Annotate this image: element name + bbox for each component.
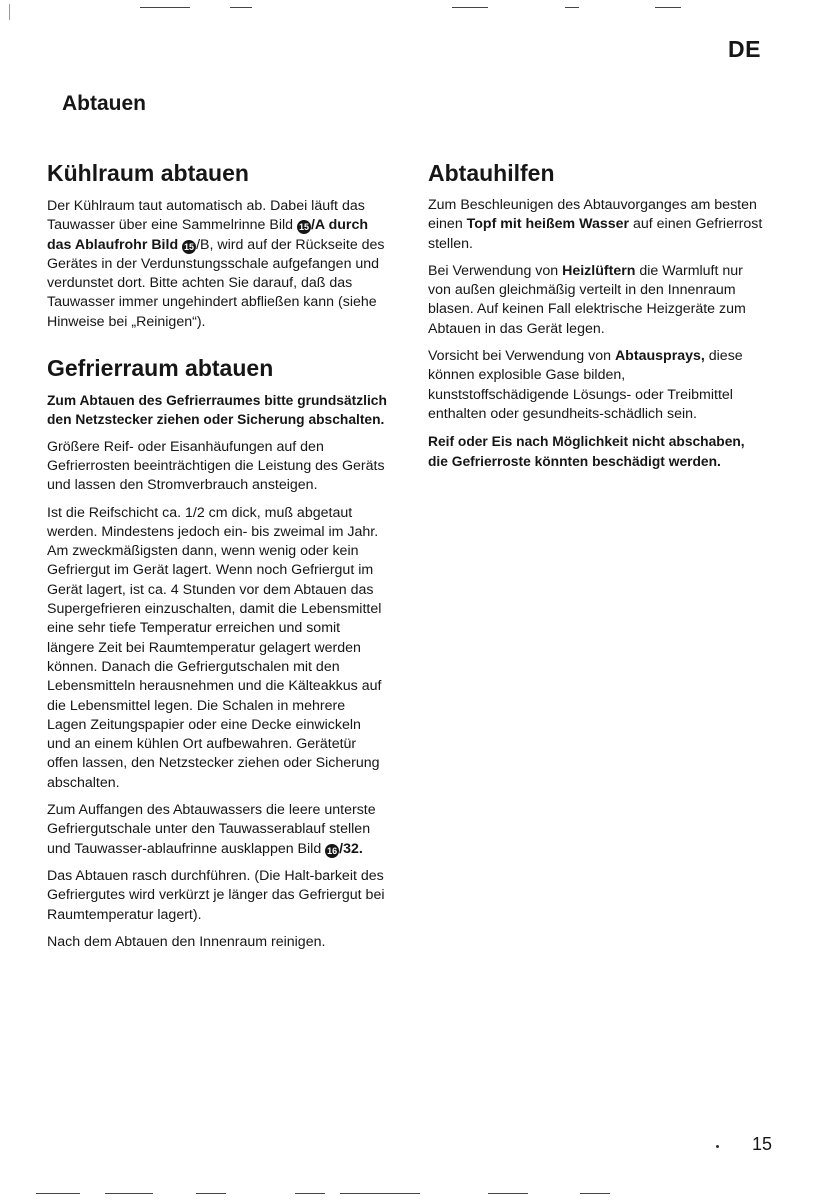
figure-number-badge: 16 (327, 845, 338, 856)
text-segment: /B, wird auf der Rückseite des Gerätes in der Verdunstungsschale aufgefangen und verdunstet dort. Bitte achten Sie darauf, daß das Tauwasser immer ungehindert abfließen kann (siehe Hinweise bei „Reinigen“). (47, 236, 385, 330)
figure-number-badge: 15 (184, 241, 195, 252)
scan-artifact-top-2 (230, 7, 252, 8)
scan-artifact-left-edge (9, 4, 10, 20)
scan-dot (716, 1145, 719, 1148)
text-segment: Vorsicht bei Verwendung von (428, 348, 615, 365)
heading-gefrierraum-abtauen: Gefrierraum abtauen (47, 355, 274, 382)
right-column (428, 158, 766, 471)
paragraph-topf (428, 196, 766, 254)
scan-artifact-bottom-5 (340, 1193, 420, 1194)
paragraph-heizluefter (428, 262, 766, 339)
scan-artifact-bottom-1 (36, 1193, 80, 1194)
text-segment: auf einen Gefrierrost stellen. (428, 216, 763, 252)
paragraph-reif-eis: Größere Reif- oder Eisanhäufungen auf den Gefrierrosten beeinträchtigen die Leistung des Geräts und lassen den Stromverbrauch ansteigen. (47, 438, 385, 494)
paragraph-abtauen-rasch: Das Abtauen rasch durchführen. (Die Halt-barkeit des Gefriergutes wird verkürzt je länger das Gefriergut bei Raumtemperatur lagert). (47, 867, 385, 923)
paragraph-kuehlraum (47, 197, 387, 332)
text-segment: die Warmluft nur von außen gleichmäßig verteilt in den Innenraum blasen. Auf keinen Fall elektrische Heizgeräte zum Abtauen in das Gerät legen. (428, 262, 746, 337)
scan-artifact-top-1 (140, 7, 190, 8)
text-segment: Zum Auffangen des Abtauwassers die leere unterste Gefriergutschale unter den Tauwasserablauf stellen und Tauwasser-ablaufrinne ausklappen Bild (47, 802, 376, 857)
text-segment: Zum Beschleunigen des Abtauvorganges am besten einen (428, 197, 757, 233)
bold-segment: Topf mit heißem Wasser (466, 216, 630, 233)
figure-ref-suffix: /A durch das Ablaufrohr Bild (47, 217, 368, 253)
paragraph-warning-abschaben: Reif oder Eis nach Möglichkeit nicht abschaben, die Gefrierroste könnten beschädigt werden. (428, 434, 745, 469)
scan-artifact-top-4 (565, 7, 579, 8)
paragraph-warning-netzstecker: Zum Abtauen des Gefrierraumes bitte grundsätzlich den Netzstecker ziehen oder Sicherung abschalten. (47, 393, 387, 428)
scan-artifact-bottom-4 (295, 1193, 325, 1194)
left-column (47, 158, 387, 952)
text-segment: diese können explosible Gase bilden, kunststoffschädigende Lösungs- oder Treibmittel enthalten oder gesundheits-schädlich sein. (428, 348, 743, 422)
page-section-title: Abtauen (62, 92, 146, 115)
figure-ref-suffix: /32. (339, 840, 363, 857)
figure-number-badge: 15 (298, 222, 309, 233)
text-segment: Der Kühlraum taut automatisch ab. Dabei läuft das Tauwasser über eine Sammelrinne Bild (47, 198, 365, 234)
bold-segment: Heizlüftern (562, 262, 636, 279)
scan-artifact-bottom-6 (488, 1193, 528, 1194)
bold-segment: Abtausprays, (614, 348, 705, 365)
language-code: DE (728, 36, 761, 62)
scan-artifact-bottom-2 (105, 1193, 153, 1194)
scan-artifact-bottom-3 (196, 1193, 226, 1194)
paragraph-abtausprays (428, 347, 766, 424)
heading-abtauhilfen: Abtauhilfen (428, 160, 555, 186)
heading-kuehlraum-abtauen: Kühlraum abtauen (47, 160, 249, 186)
scan-artifact-bottom-7 (580, 1193, 610, 1194)
paragraph-reinigen: Nach dem Abtauen den Innenraum reinigen. (47, 933, 326, 950)
paragraph-abtauwasser (47, 801, 387, 859)
scan-artifact-top-5 (655, 7, 681, 8)
scan-artifact-top-3 (452, 7, 488, 8)
text-segment: Bei Verwendung von (428, 262, 563, 279)
page-number: 15 (752, 1134, 773, 1154)
paragraph-reifschicht: Ist die Reifschicht ca. 1/2 cm dick, muß abgetaut werden. Mindestens jedoch ein- bis zweimal im Jahr. Am zweckmäßigsten dann, wenn wenig oder kein Gefriergut im Gerät lagert. Wenn noch Gefriergut im Gerät lagert, ist ca. 4 Stunden vor dem Abtauen das Supergefrieren einzuschalten, damit die Lebensmittel eine sehr tiefe Temperatur erreichen und somit längere Zeit bei Raumtemperatur gelagert werden können. Danach die Gefriergutschalen mit den Lebensmitteln herausnehmen und die Kälteakkus auf die Lebensmittel legen. Die Schalen in mehrere Lagen Zeitungspapier oder eine Decke einwickeln und an einem kühlen Ort aufbewahren. Gerätetür offen lassen, den Netzstecker ziehen oder Sicherung abschalten. (47, 504, 382, 791)
